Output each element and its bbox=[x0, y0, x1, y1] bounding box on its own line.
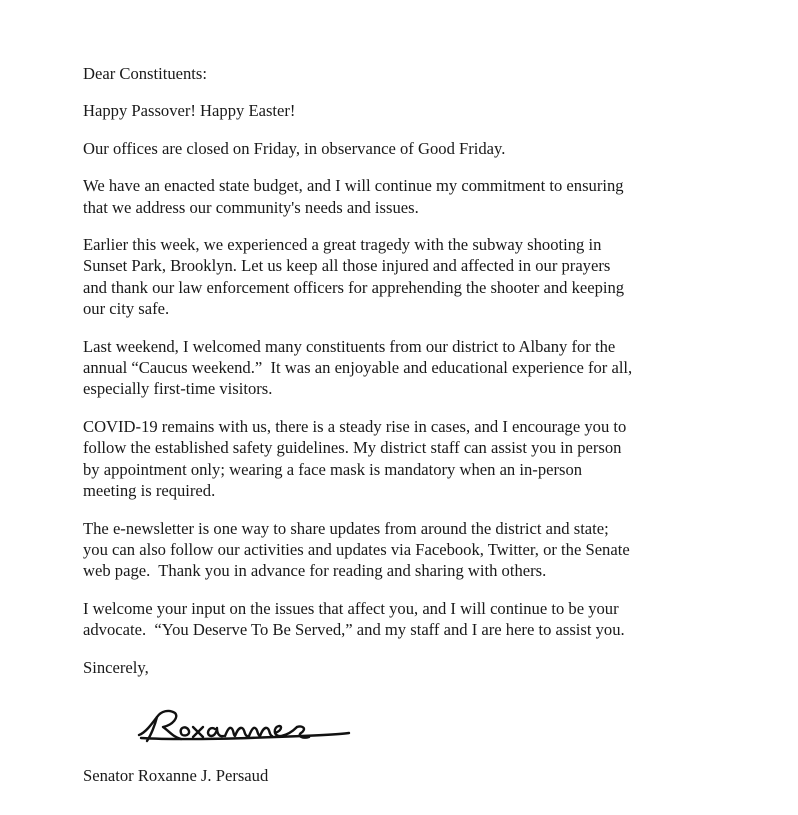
letter-paragraph-newsletter: The e-newsletter is one way to share updates from around the district and state; you can also follow our activities and updates via Facebook, Twitter, or the Senate web page. Thank you in advance for reading and sharing with others. bbox=[83, 518, 630, 581]
letter-paragraph-budget: We have an enacted state budget, and I will continue my commitment to ensuring that we address our community's needs and issues. bbox=[83, 176, 624, 217]
letter-paragraph-office-closure: Our offices are closed on Friday, in observance of Good Friday. bbox=[83, 138, 506, 158]
letter-greeting: Dear Constituents: bbox=[83, 64, 207, 83]
letter-paragraph-input: I welcome your input on the issues that affect you, and I will continue to be your advocate. “You Deserve To Be Served,” and my staff and I are here to assist you. bbox=[83, 598, 625, 640]
signer-name: Senator Roxanne J. Persaud bbox=[83, 766, 269, 785]
handwritten-signature bbox=[135, 695, 355, 755]
letter-body bbox=[83, 63, 723, 678]
letter-paragraph-covid: COVID-19 remains with us, there is a steady rise in cases, and I encourage you to follow the established safety guidelines. My district staff can assist you in person by appointment only; wearing a face mask is mandatory when an in-person meeting is required. bbox=[83, 416, 627, 501]
letter-closing: Sincerely, bbox=[83, 657, 149, 677]
letter-paragraph-caucus: Last weekend, I welcomed many constituents from our district to Albany for the annual “Caucus weekend.” It was an enjoyable and educational experience for all, especially first-time visitors. bbox=[83, 336, 633, 399]
letter-paragraph-holiday: Happy Passover! Happy Easter! bbox=[83, 101, 296, 121]
letter-paragraph-tragedy: Earlier this week, we experienced a great tragedy with the subway shooting in Sunset Park, Brooklyn. Let us keep all those injured and affected in our prayers and thank our law enforcement officers for apprehending the shooter and keeping our city safe. bbox=[83, 235, 625, 319]
